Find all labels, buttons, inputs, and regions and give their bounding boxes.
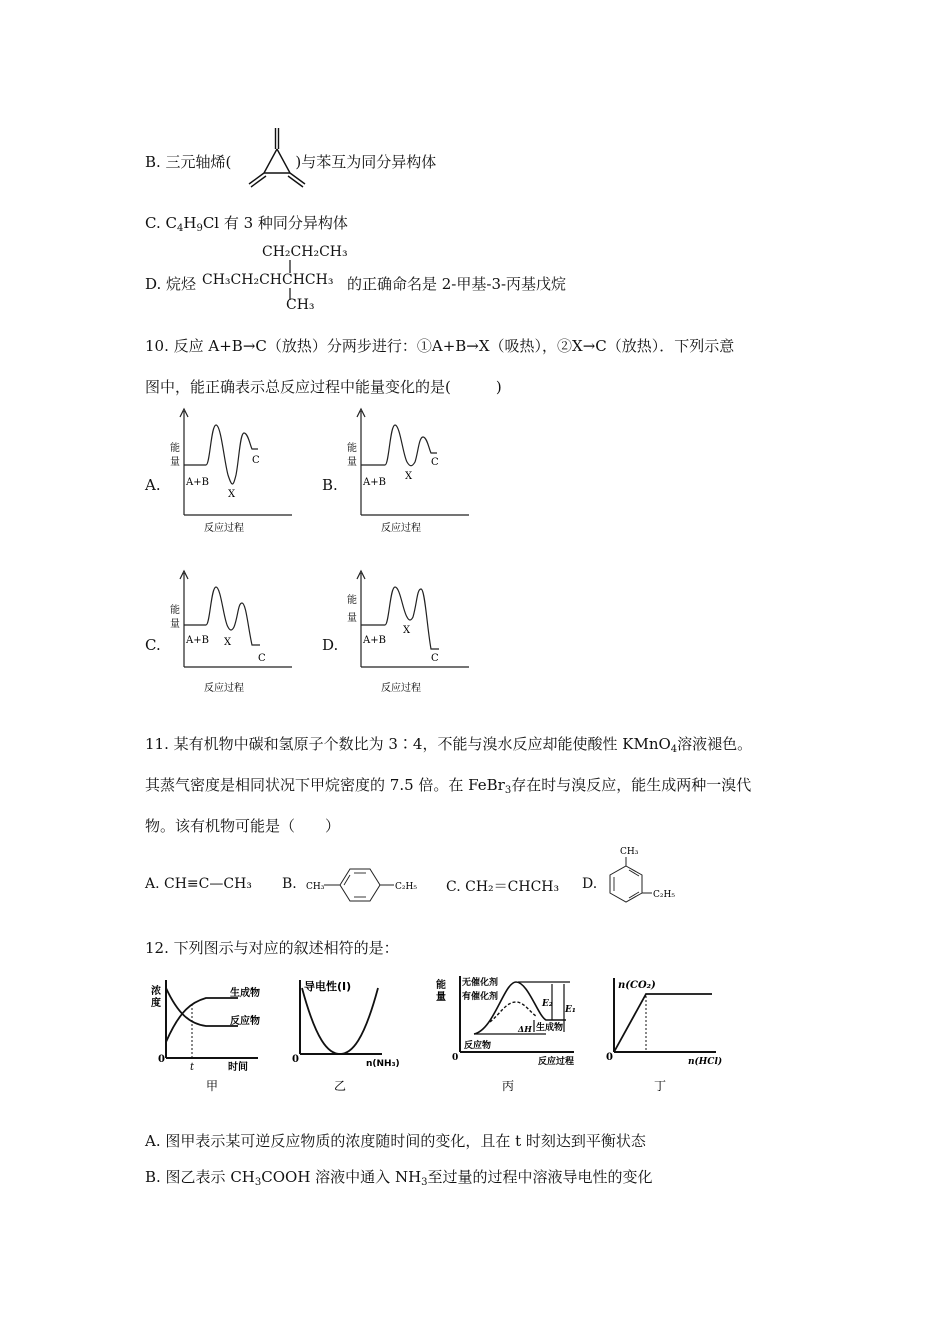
- q12-option-a: A. 图甲表示某可逆反应物质的浓度随时间的变化，且在 t 时刻达到平衡状态: [145, 1132, 646, 1150]
- q11-stem-line1: 11. 某有机物中碳和氢原子个数比为 3∶4，不能与溴水反应却能使酸性 KMnO$_4$溶液褪色。: [145, 735, 753, 755]
- svg-text:生成物: 生成物: [230, 988, 260, 999]
- q11-stem-line2: 其蒸气密度是相同状况下甲烷密度的 7.5 倍。在 FeBr$_3$存在时与溴反应，能生成两种一溴代: [145, 776, 752, 796]
- svg-text:反应过程: 反应过程: [538, 1057, 575, 1067]
- svg-text:生成物: 生成物: [536, 1023, 564, 1033]
- svg-text:能: 能: [347, 443, 357, 454]
- svg-text:反应物: 反应物: [464, 1041, 492, 1051]
- q12-stem: 12. 下列图示与对应的叙述相符的是：: [145, 939, 399, 957]
- svg-text:C: C: [252, 455, 260, 466]
- caption-yi: 乙: [334, 1079, 347, 1093]
- q11-stem-line3: 物。该有机物可能是（ ）: [145, 817, 341, 835]
- svg-text:反应过程: 反应过程: [381, 683, 421, 694]
- svg-text:C: C: [258, 653, 266, 664]
- q10-option-b-label: B.: [322, 476, 338, 494]
- svg-text:能: 能: [170, 605, 180, 616]
- svg-text:ΔH: ΔH: [518, 1024, 532, 1034]
- svg-text:X: X: [224, 637, 232, 648]
- trimethylenecyclopropane-structure: [245, 124, 317, 190]
- q10-graph-c: [158, 567, 298, 699]
- svg-text:量: 量: [170, 457, 180, 468]
- svg-text:反应过程: 反应过程: [381, 523, 421, 534]
- m-ethyltoluene-structure: [600, 842, 680, 906]
- svg-text:n(HCl): n(HCl): [688, 1057, 723, 1067]
- svg-text:C₂H₅: C₂H₅: [653, 890, 675, 900]
- svg-text:0: 0: [606, 1052, 613, 1063]
- q12-graph-yi: [290, 974, 400, 1096]
- svg-text:CH₃: CH₃: [620, 847, 639, 857]
- svg-text:E₂: E₂: [542, 999, 553, 1009]
- caption-bing: 丙: [502, 1079, 515, 1093]
- svg-text:反应过程: 反应过程: [204, 523, 244, 534]
- svg-text:C₂H₅: C₂H₅: [395, 882, 417, 892]
- svg-text:浓: 浓: [151, 986, 161, 997]
- alkane-bonds: [280, 258, 300, 302]
- q10-stem-line2: 图中，能正确表示总反应过程中能量变化的是( ): [145, 378, 502, 396]
- q10-option-a-label: A.: [145, 476, 161, 494]
- svg-text:A+B: A+B: [186, 635, 209, 646]
- caption-jia: 甲: [206, 1079, 219, 1093]
- svg-text:n(CO₂): n(CO₂): [618, 980, 656, 991]
- svg-text:C: C: [431, 653, 439, 664]
- q12-graph-ding: [604, 972, 728, 1096]
- q9-option-b: B. 三元轴烯( )与苯互为同分异构体: [145, 153, 437, 171]
- svg-text:量: 量: [347, 613, 357, 624]
- q10-option-d-label: D.: [322, 636, 339, 654]
- svg-text:A+B: A+B: [186, 477, 209, 488]
- q9-option-d-label: D. 烷烃: [145, 275, 197, 293]
- svg-text:度: 度: [151, 998, 161, 1009]
- q10-option-c-label: C.: [145, 636, 161, 654]
- alkane-branch-bottom: CH₃: [286, 297, 315, 313]
- alkane-branch-top: CH₂CH₂CH₃: [262, 244, 348, 260]
- svg-text:X: X: [405, 471, 413, 482]
- svg-text:导电性(I): 导电性(I): [304, 980, 352, 993]
- svg-text:能: 能: [170, 443, 180, 454]
- svg-text:t: t: [190, 1062, 195, 1073]
- svg-text:能: 能: [347, 595, 357, 606]
- p-ethyltoluene-structure: [302, 864, 428, 906]
- caption-ding: 丁: [654, 1079, 667, 1093]
- q11-option-a: A. CH≡C—CH₃: [145, 876, 252, 892]
- q10-graph-d: [335, 567, 475, 699]
- svg-text:0: 0: [292, 1054, 299, 1065]
- q9-option-c: C. $C_4H_9Cl$ 有 3 种同分异构体: [145, 214, 348, 234]
- svg-text:量: 量: [347, 457, 357, 468]
- svg-text:反应物: 反应物: [230, 1016, 260, 1027]
- q12-option-b: B. 图乙表示 $CH_3COOH$ 溶液中通入 $NH_3$至过量的过程中溶液导电性的变化: [145, 1168, 653, 1188]
- q10-graph-b: [335, 405, 475, 537]
- svg-text:量: 量: [436, 992, 446, 1003]
- q9-option-d-text: 的正确命名是 2-甲基-3-丙基戊烷: [347, 275, 567, 293]
- svg-text:E₁: E₁: [565, 1005, 576, 1015]
- svg-text:能: 能: [436, 980, 446, 991]
- svg-text:A+B: A+B: [363, 477, 386, 488]
- svg-text:CH₃: CH₃: [306, 882, 325, 892]
- svg-text:n(NH₃): n(NH₃): [366, 1059, 400, 1069]
- svg-text:X: X: [403, 625, 411, 636]
- q11-option-c: C. CH₂＝CHCH₃: [446, 879, 560, 895]
- svg-text:0: 0: [452, 1053, 459, 1063]
- svg-text:有催化剂: 有催化剂: [462, 992, 499, 1002]
- q10-graph-a: [158, 405, 298, 537]
- q12-graph-bing: [434, 972, 590, 1096]
- q10-stem-line1: 10. 反应 A+B→C（放热）分两步进行：①A+B→X（吸热），②X→C（放热）．下列示意: [145, 337, 735, 355]
- svg-text:时间: 时间: [228, 1062, 248, 1073]
- svg-text:X: X: [228, 489, 236, 500]
- q12-graph-jia: [148, 974, 276, 1096]
- svg-text:C: C: [431, 457, 439, 468]
- svg-text:A+B: A+B: [363, 635, 386, 646]
- q11-option-d-label: D.: [582, 876, 598, 892]
- alkane-main-chain: CH₃CH₂CHCHCH₃: [202, 272, 334, 288]
- svg-text:0: 0: [158, 1054, 165, 1065]
- svg-text:无催化剂: 无催化剂: [462, 978, 499, 988]
- q11-option-b-label: B.: [282, 876, 297, 892]
- svg-text:反应过程: 反应过程: [204, 683, 244, 694]
- svg-text:量: 量: [170, 619, 180, 630]
